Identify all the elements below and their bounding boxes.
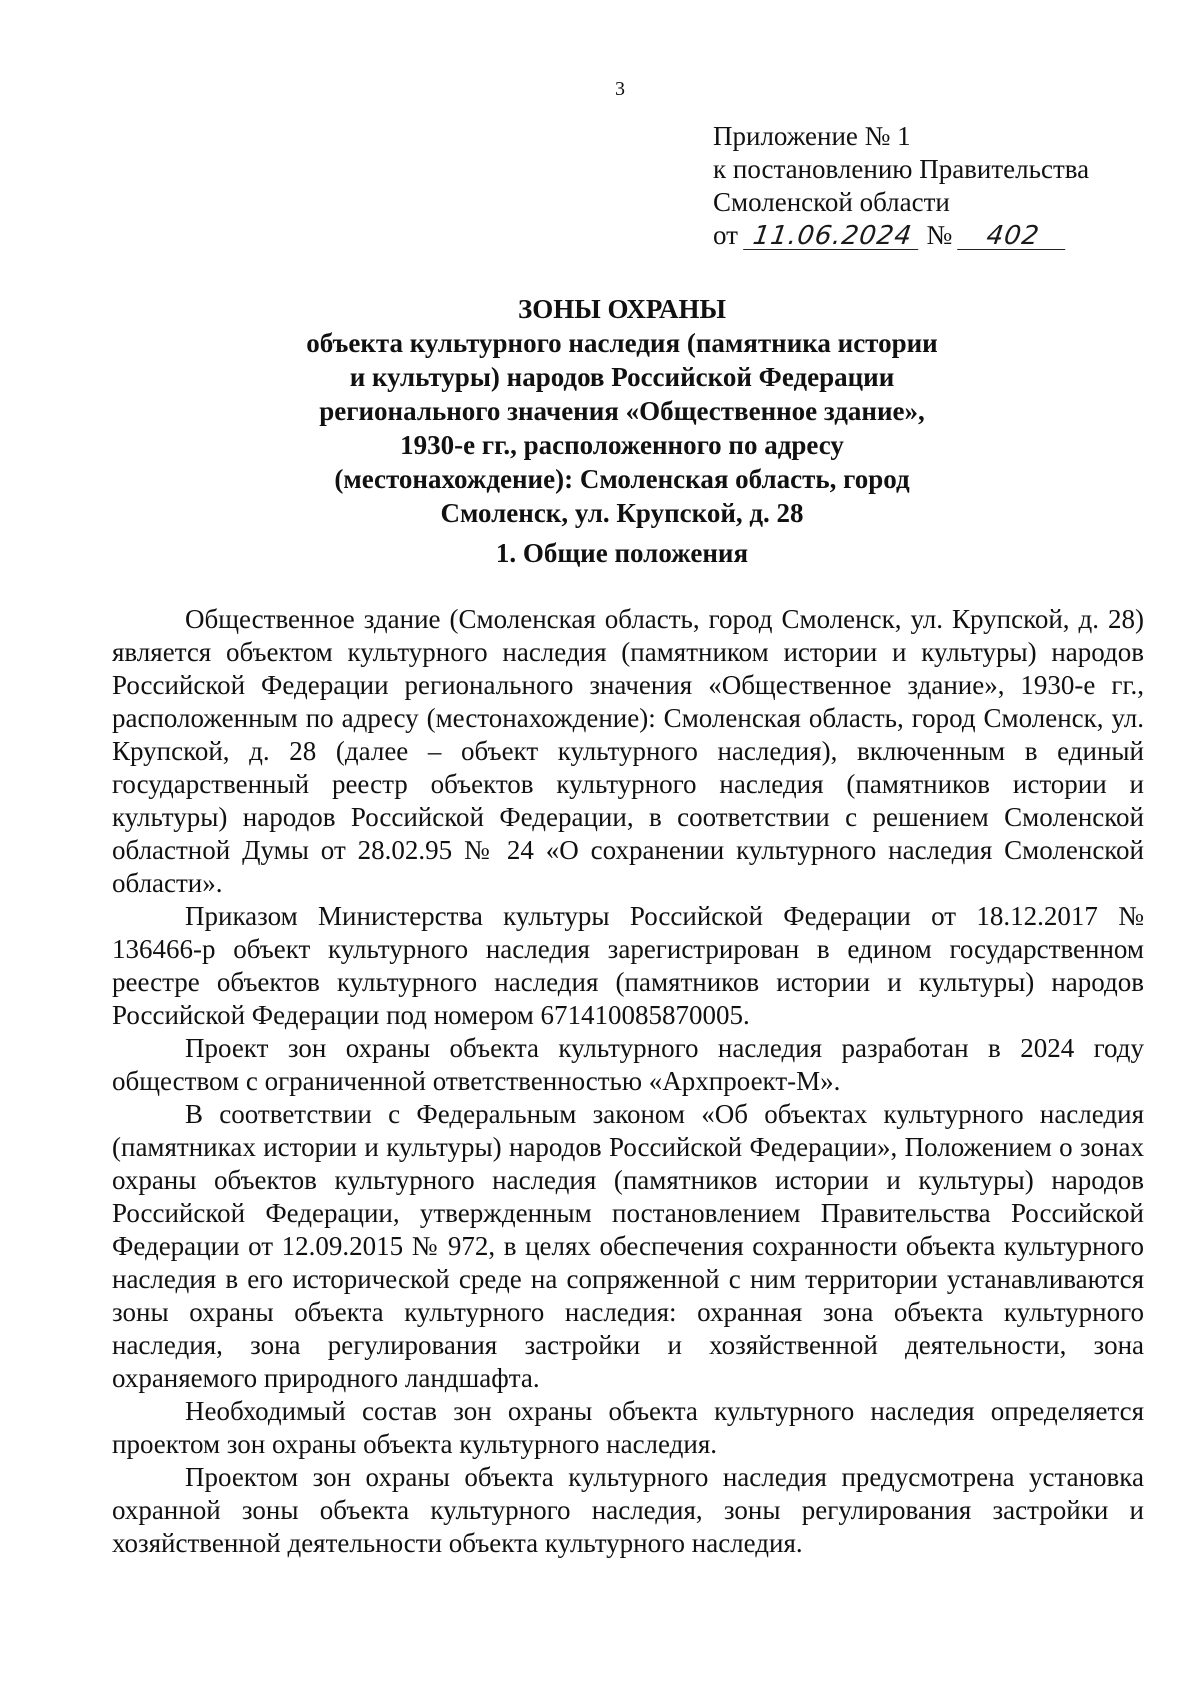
paragraph: Приказом Министерства культуры Российской Федерации от 18.12.2017 № 136466-р объект культурного наследия зарегистрирован в едином государственном реестре объектов культурного наследия (памятников истории и культуры) народов Российской Федерации под номером 671410085870005.	[112, 901, 1144, 1030]
title-line-2: объекта культурного наследия (памятника истории	[306, 328, 938, 358]
appendix-line-1: Приложение № 1	[713, 121, 911, 151]
title-line-5: 1930-е гг., расположенного по адресу	[400, 430, 844, 460]
title-line-1: ЗОНЫ ОХРАНЫ	[518, 294, 726, 324]
appendix-line-2: к постановлению Правительства	[713, 154, 1090, 184]
handwritten-number: 402	[957, 223, 1069, 250]
paragraph: Проект зон охраны объекта культурного наследия разработан в 2024 году обществом с ограниченной ответственностью «Архпроект-М».	[112, 1033, 1144, 1096]
title-line-4: регионального значения «Общественное здание»,	[319, 396, 925, 426]
paragraph: Проектом зон охраны объекта культурного наследия предусмотрена установка охранной зоны объекта культурного наследия, зоны регулирования застройки и хозяйственной деятельности объекта культурного наследия.	[112, 1462, 1144, 1558]
paragraph: Необходимый состав зон охраны объекта культурного наследия определяется проектом зон охраны объекта культурного наследия.	[112, 1396, 1144, 1459]
title-line-6: (местонахождение): Смоленская область, город	[334, 464, 910, 494]
handwritten-date: 11.06.2024	[743, 223, 922, 250]
from-label: от	[713, 220, 738, 250]
appendix-date-number-line	[713, 219, 1143, 252]
section-body	[112, 603, 1144, 1560]
section-heading: 1. Общие положения	[495, 538, 749, 568]
title-line-7: Смоленск, ул. Крупской, д. 28	[440, 498, 804, 528]
page-number: 3	[615, 78, 625, 100]
document-title	[150, 292, 1094, 530]
appendix-block	[713, 120, 1143, 252]
number-label: №	[926, 220, 953, 250]
title-line-3: и культуры) народов Российской Федерации	[349, 362, 895, 392]
paragraph: В соответствии с Федеральным законом «Об объектах культурного наследия (памятниках истории и культуры) народов Российской Федерации», Положением о зонах охраны объектов культурного наследия (памятников истории и культуры) народов Российской Федерации, утвержденным постановлением Правительства Российской Федерации от 12.09.2015 № 972, в целях обеспечения сохранности объекта культурного наследия в его исторической среде на сопряженной с ним территории устанавливаются зоны охраны объекта культурного наследия: охранная зона объекта культурного наследия, зона регулирования застройки и хозяйственной деятельности, зона охраняемого природного ландшафта.	[112, 1099, 1144, 1393]
paragraph: Общественное здание (Смоленская область, город Смоленск, ул. Крупской, д. 28) является объектом культурного наследия (памятником истории и культуры) народов Российской Федерации регионального значения «Общественное здание», 1930-е гг., расположенным по адресу (местонахождение): Смоленская область, город Смоленск, ул. Крупской, д. 28 (далее – объект культурного наследия), включенным в единый государственный реестр объектов культурного наследия (памятников истории и культуры) народов Российской Федерации, в соответствии с решением Смоленской областной Думы от 28.02.95 № 24 «О сохранении культурного наследия Смоленской области».	[112, 604, 1144, 898]
appendix-line-3: Смоленской области	[713, 187, 950, 217]
